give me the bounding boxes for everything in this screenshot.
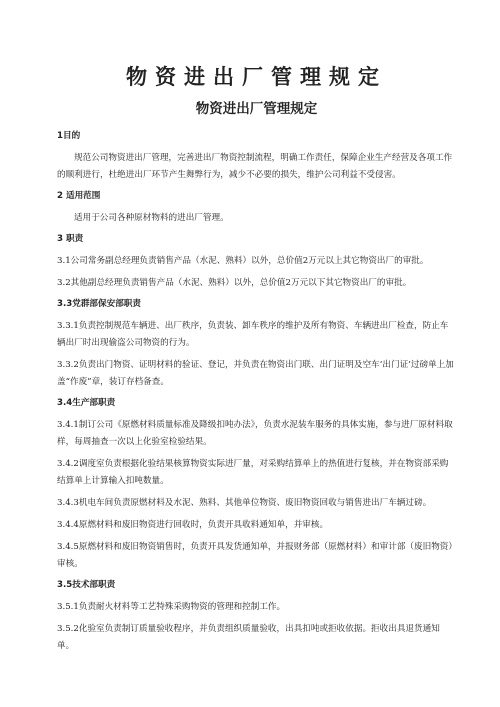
section-heading-3-3: 3.3党群部保安部职责 — [57, 299, 141, 309]
paragraph-3-2: 3.2其他副总经理负责销售产品（水泥、熟料）以外，总价值2万元以下其它物资出厂的审批。 — [57, 278, 412, 288]
paragraph-3-3-1: 3.3.1负责控制规范车辆进、出厂秩序，负责装、卸车秩序的维护及所有物资、车辆进出厂检查，防止车辆出厂时出现偷盗公司物资的行为。 — [57, 321, 449, 348]
paragraph-3-4-5: 3.4.5原燃材料和废旧物资销售时，负责开具发货通知单，并报财务部（原燃材料）和审计部（废旧物资）审核。 — [57, 542, 453, 569]
section-heading-3-5: 3.5技术部职责 — [57, 580, 116, 590]
paragraph-3-3-2: 3.3.2负责出门物资、证明材料的验证、登记，并负责在物资出门联、出门证明及空车‘出门证’过磅单上加盖“作废”章，装订存档备查。 — [57, 360, 454, 387]
paragraph-3-4-4: 3.4.4原燃材料和废旧物资进行回收时，负责开具收料通知单，并审核。 — [57, 520, 329, 530]
paragraph-3-4-3: 3.4.3机电车间负责原燃材料及水泥、熟料、其他单位物资、废旧物资回收与销售进出厂车辆过磅。 — [57, 498, 432, 508]
paragraph-3-4-2: 3.4.2调度室负责根据化验结果核算物资实际进厂量，对采购结算单上的热值进行复核，并在物资部采购结算单上计算输入扣吨数量。 — [57, 459, 449, 486]
paragraph-3-5-1: 3.5.1负责耐火材料等工艺特殊采购物资的管理和控制工作。 — [57, 602, 286, 612]
page-subtitle: 物资进出厂管理规定 — [195, 101, 318, 117]
page-title: 物资进出厂管理规定 — [126, 65, 387, 89]
paragraph-scope: 适用于公司各种原材物料的进出厂管理。 — [74, 213, 229, 223]
section-heading-purpose: 1目的 — [57, 131, 81, 141]
section-heading-3-4: 3.4生产部职责 — [57, 398, 116, 408]
section-heading-duties: 3 职责 — [57, 234, 84, 244]
paragraph-3-4-1: 3.4.1制订公司《原燃材料质量标准及降级扣吨办法》，负责水泥装车服务的具体实施，参与进厂原材料取样，每周抽查一次以上化验室检验结果。 — [57, 420, 453, 447]
section-heading-scope: 2 适用范围 — [57, 191, 101, 201]
paragraph-3-1: 3.1公司常务副总经理负责销售产品（水泥、熟料）以外，总价值2万元以上其它物资出厂的审批。 — [57, 256, 429, 266]
paragraph-3-5-2: 3.5.2化验室负责制订质量验收程序，并负责组织质量验收，出具扣吨或拒收依据。拒收出具退货通知单。 — [57, 624, 440, 651]
paragraph-purpose: 规范公司物资进出厂管理，完善进出厂物资控制流程，明确工作责任，保障企业生产经营及各项工作的顺利进行，杜绝进出厂环节产生舞弊行为，减少不必要的损失，维护公司利益不受侵害。 — [57, 153, 453, 180]
